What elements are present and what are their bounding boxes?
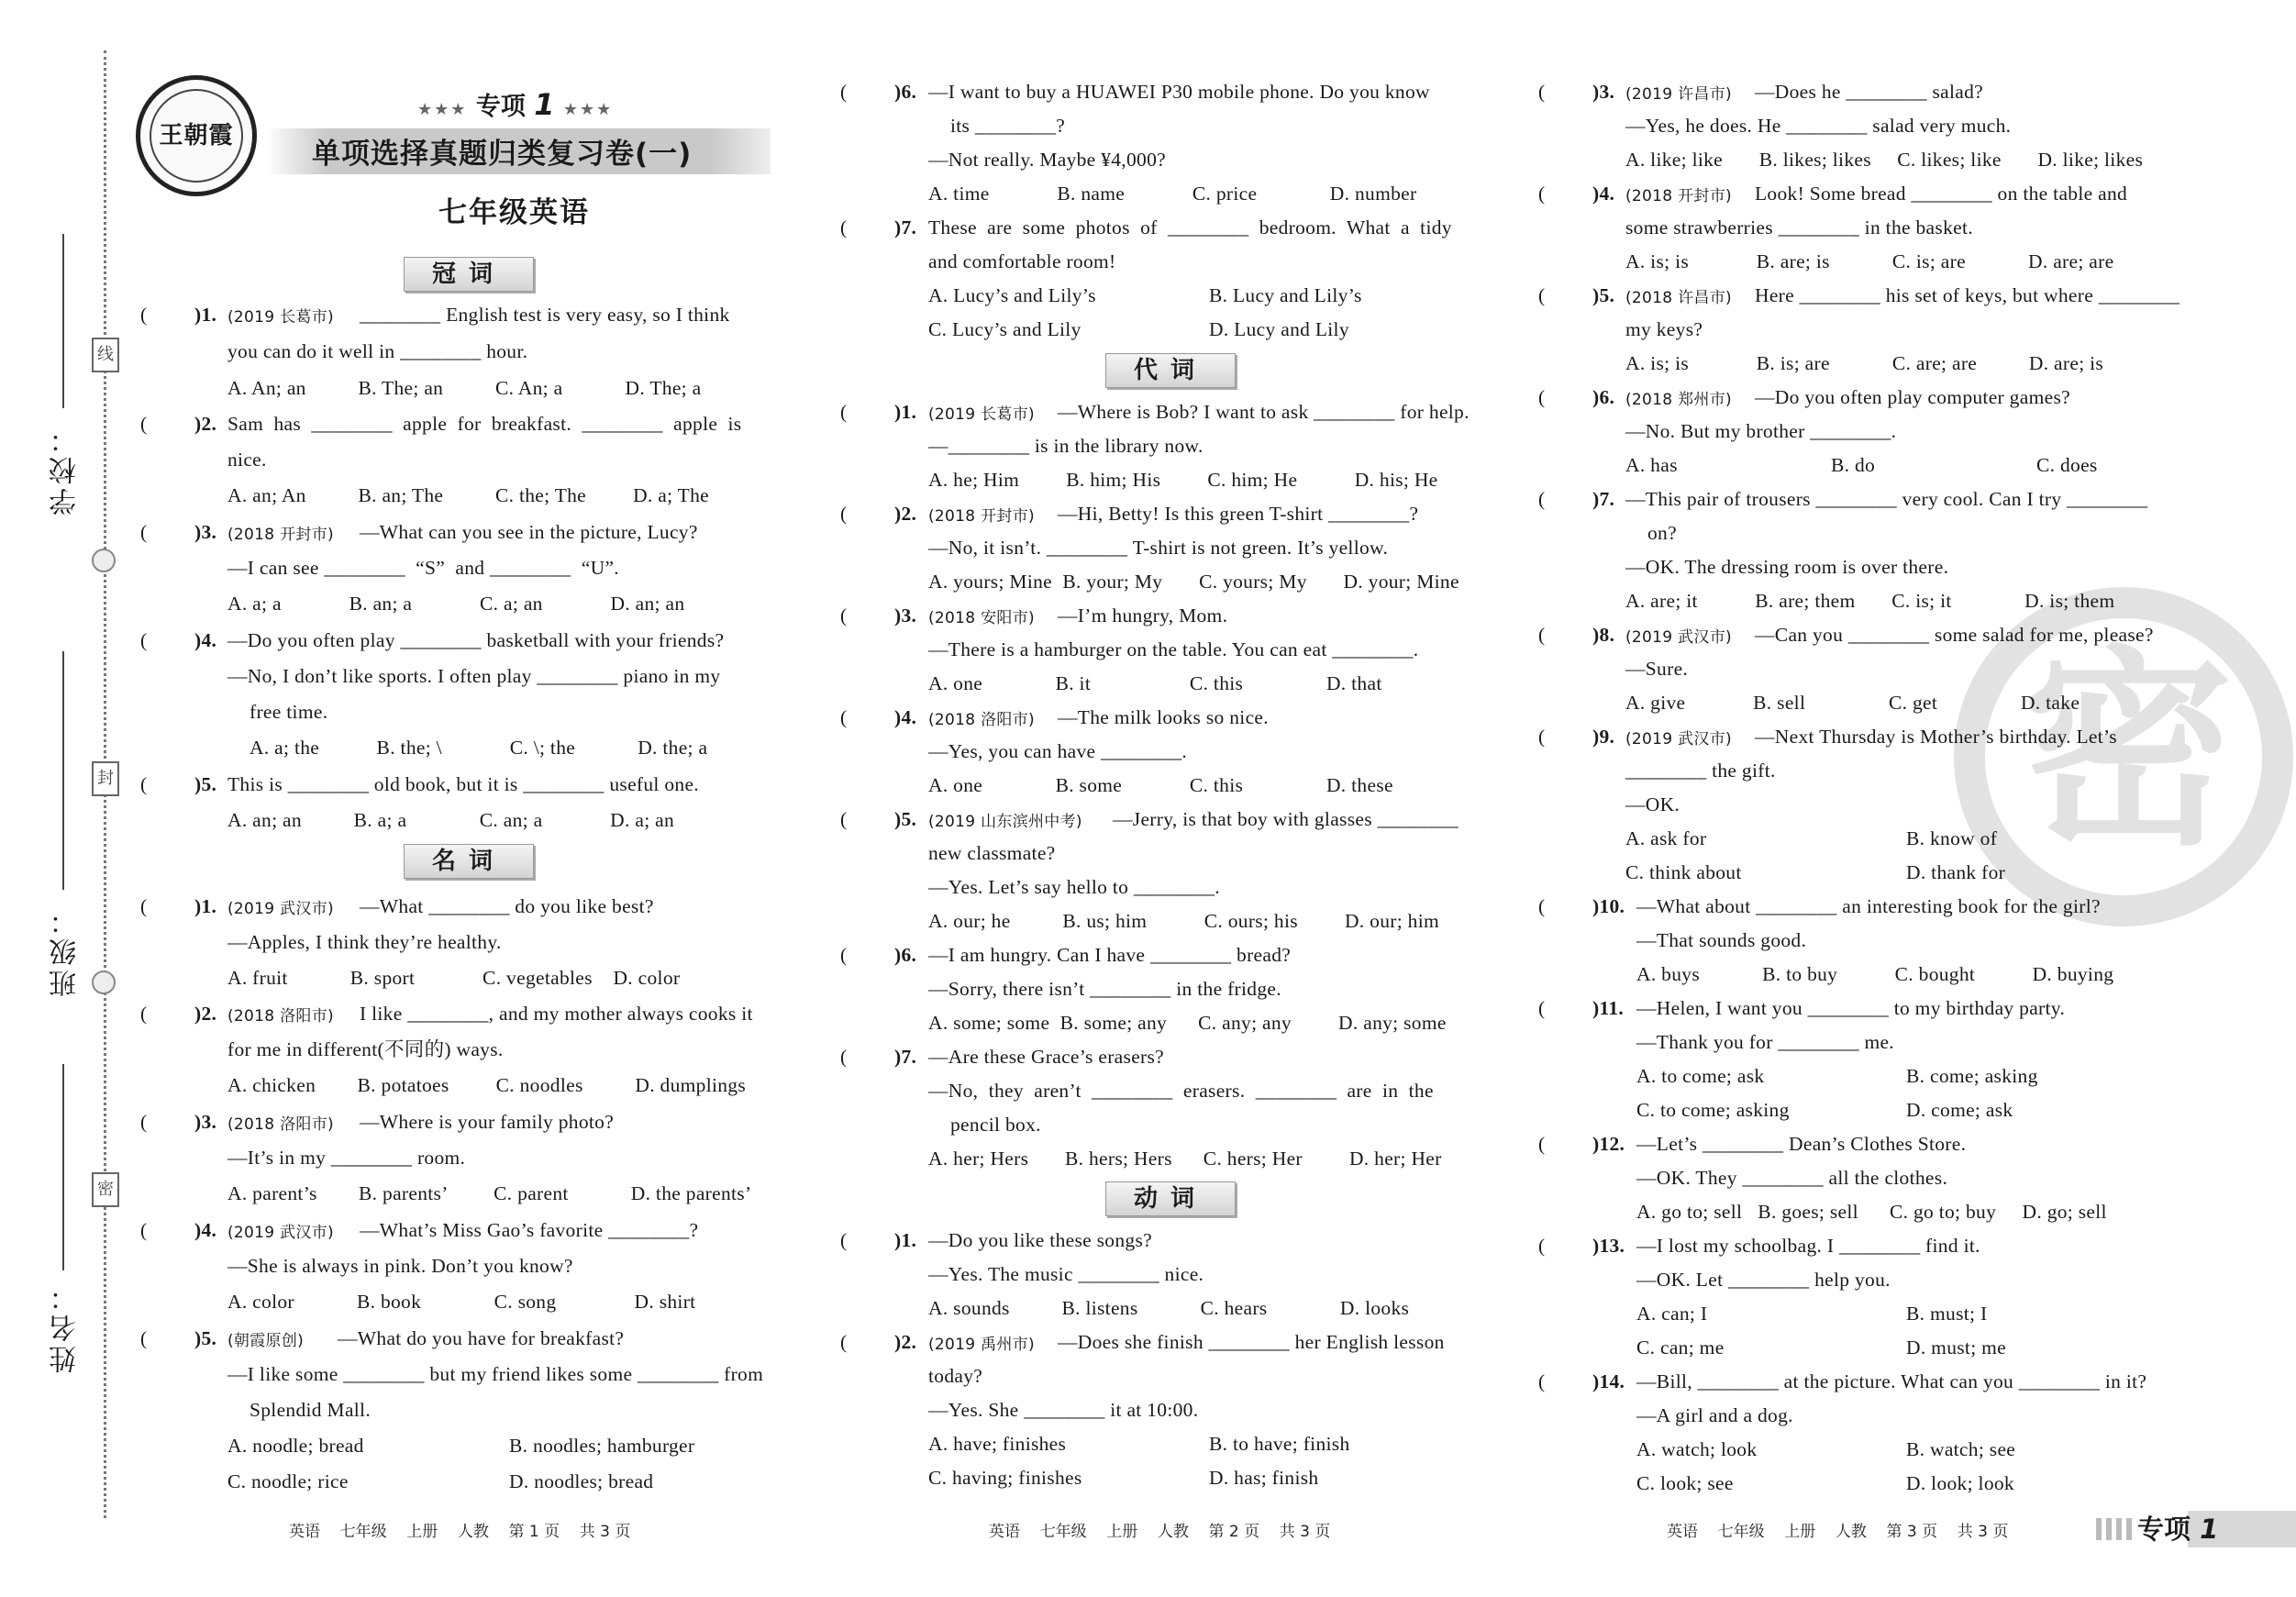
footer-page-1: 英语 七年级 上册 人教 第 1 页 共 3 页	[289, 1523, 631, 1541]
school-field[interactable]	[62, 234, 64, 408]
seal-mark-line: 线	[92, 338, 119, 372]
name-label: 姓名：	[50, 1280, 82, 1373]
brand-logo	[136, 75, 257, 196]
special-heading	[417, 86, 613, 122]
binding-hole-icon	[92, 970, 116, 994]
footer-page-3: 英语 七年级 上册 人教 第 3 页 共 3 页	[1667, 1523, 2009, 1541]
seal-mark-secret: 密	[92, 1172, 119, 1207]
section-verbs: 动词	[1105, 1181, 1236, 1216]
binding-hole-icon	[92, 549, 116, 572]
corner-label-text: 专项	[2137, 1514, 2191, 1545]
special-number: 1	[534, 87, 555, 122]
special-label: 专项	[475, 93, 526, 121]
section-articles: 冠词	[404, 257, 534, 292]
page-subtitle: 七年级英语	[438, 196, 590, 229]
footer-page-2: 英语 七年级 上册 人教 第 2 页 共 3 页	[989, 1523, 1331, 1541]
section-pronouns: 代词	[1105, 353, 1236, 388]
class-label: 班级：	[50, 904, 82, 997]
corner-dots-icon	[2096, 1518, 2133, 1540]
class-field[interactable]	[62, 651, 64, 890]
corner-label	[2137, 1509, 2218, 1547]
section-nouns: 名词	[404, 844, 534, 879]
logo-text: 王朝霞	[159, 122, 234, 150]
stars-right-icon: ★★★	[562, 100, 614, 119]
page-title: 单项选择真题归类复习卷(一)	[312, 138, 693, 171]
stars-left-icon: ★★★	[417, 100, 468, 119]
seal-mark-seal: 封	[92, 761, 119, 796]
school-label: 学校：	[50, 422, 82, 516]
name-field[interactable]	[62, 1064, 64, 1270]
stamp-char: 密	[2023, 629, 2235, 874]
corner-number: 1	[2200, 1514, 2219, 1545]
